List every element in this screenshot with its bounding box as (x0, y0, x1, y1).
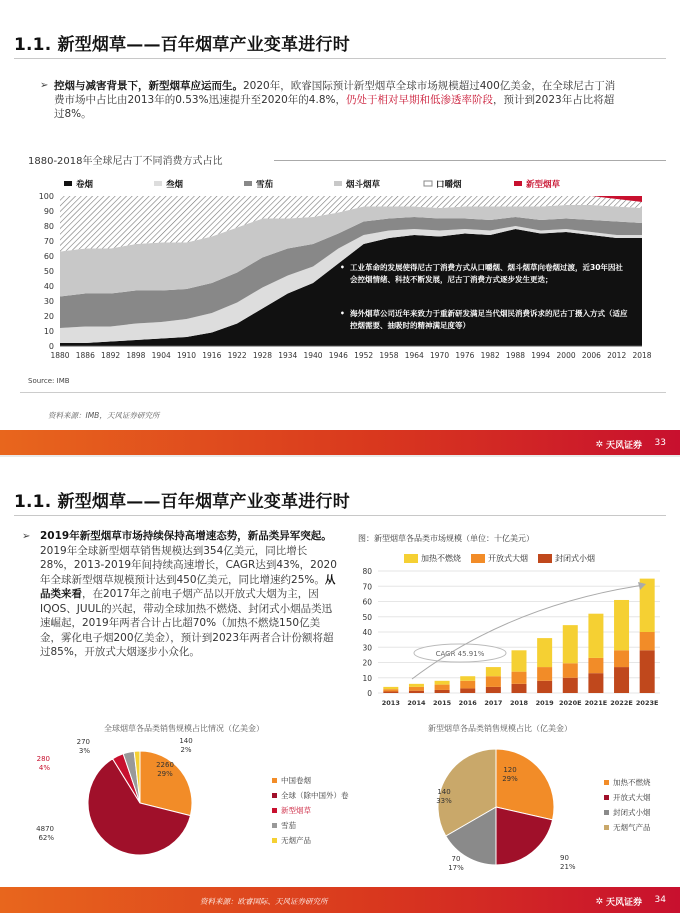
pie2-title: 新型烟草各品类销售规模占比（亿美金） (428, 724, 572, 733)
bullet-arrow-icon: ➢ (40, 80, 49, 91)
pie-value-label: 280 (36, 755, 50, 763)
bar-2-2020E (563, 625, 578, 663)
x-tick-label: 2018 (632, 351, 652, 360)
footer-bar (0, 430, 680, 456)
para-bold-2: 从品类来看 (40, 573, 336, 600)
page-number: 33 (654, 438, 666, 448)
y-tick-label: 40 (43, 282, 54, 291)
legend-swatch-0 (64, 181, 72, 186)
annotation-1 (340, 262, 630, 286)
pie-value-label: 90 (560, 854, 569, 862)
bar-1-2017 (486, 676, 501, 687)
legend-label-3: 烟斗烟草 (346, 180, 381, 190)
annotation-1-text: 工业革命的发展使得尼古丁消费方式从口嚼烟、烟斗烟草向卷烟过渡，近30年因社会控烟情绪、科技不断发展，尼古丁消费方式逐步发生更迭； (350, 263, 623, 284)
y-tick-label: 10 (362, 673, 372, 683)
x-tick-label: 2015 (433, 699, 452, 707)
footer-bar (0, 887, 680, 913)
legend-item-closed: 封闭式小烟 (538, 553, 595, 564)
x-tick-label: 2020E (559, 699, 582, 707)
pie-pct-label: 4% (38, 764, 50, 772)
y-tick-label: 0 (48, 342, 54, 351)
pie-pct-label: 29% (502, 775, 518, 783)
pie-value-label: 270 (76, 738, 90, 746)
chart-source: Source: IMB (28, 377, 70, 385)
x-tick-label: 2014 (407, 699, 426, 707)
pie2-legend (604, 775, 651, 835)
source-note: 资料来源：IMB，天风证券研究所 (48, 411, 160, 420)
legend-swatch (538, 554, 552, 563)
bar-0-2013 (383, 691, 398, 693)
x-tick-label: 1916 (202, 351, 222, 360)
legend-swatch (404, 554, 418, 563)
pie-pct-label: 21% (560, 863, 576, 871)
x-tick-label: 1976 (455, 351, 475, 360)
bar-2-2016 (460, 676, 475, 681)
y-tick-label: 40 (362, 628, 372, 637)
y-tick-label: 20 (362, 658, 372, 668)
pie1-legend-item: 雪茄 (272, 818, 349, 833)
pie2-legend-item: 无烟气产品 (604, 820, 651, 835)
x-tick-label: 2021E (584, 699, 608, 707)
bar-1-2018 (512, 672, 527, 684)
legend-swatch-5 (514, 181, 522, 186)
bar-1-2023E (640, 632, 655, 650)
bar-2-2014 (409, 684, 424, 687)
pie-pct-label: 3% (78, 747, 90, 755)
bar-1-2013 (383, 689, 398, 691)
bar-2-2018 (512, 650, 527, 671)
x-tick-label: 2000 (556, 351, 576, 360)
intro-red: 仍处于相对早期和低渗透率阶段 (345, 94, 493, 106)
y-tick-label: 0 (367, 689, 372, 698)
x-tick-label: 2022E (610, 699, 633, 707)
new-tobacco-pie (390, 737, 610, 877)
x-tick-label: 2013 (381, 699, 400, 707)
x-tick-label: 1940 (303, 351, 323, 360)
global-tobacco-pie (30, 737, 280, 867)
x-tick-label: 1904 (151, 351, 171, 360)
legend-swatch-4 (424, 181, 432, 186)
brand-logo: ✲ 天风证券 (595, 896, 642, 908)
x-tick-label: 2012 (607, 351, 627, 360)
x-tick-label: 1964 (404, 351, 424, 360)
x-tick-label: 1994 (531, 351, 551, 360)
bar-1-2019 (537, 667, 552, 681)
x-tick-label: 1934 (278, 351, 298, 360)
x-tick-label: 2017 (484, 699, 503, 707)
legend-label-2: 雪茄 (256, 180, 274, 190)
logo-icon: ✲ (595, 896, 603, 907)
bar-0-2015 (435, 690, 450, 693)
pie-value-label: 70 (451, 855, 461, 863)
market-bar-chart (350, 565, 670, 715)
y-tick-label: 60 (362, 597, 372, 607)
legend-label-1: 叁烟 (166, 180, 184, 190)
bar-2-2019 (537, 638, 552, 667)
x-tick-label: 2019 (535, 699, 554, 707)
bar-1-2015 (435, 685, 450, 690)
pie1-legend-item: 全球（除中国外）卷 (272, 788, 349, 803)
annotation-bullet-icon: • (340, 263, 345, 272)
bar-0-2019 (537, 681, 552, 693)
bar-2-2015 (435, 681, 450, 685)
x-tick-label: 1982 (480, 351, 500, 360)
legend-item-heat: 加热不燃烧 (404, 553, 461, 564)
y-tick-label: 60 (43, 252, 54, 261)
bar-chart-title: 图：新型烟草各品类市场规模（单位：十亿美元） (358, 534, 534, 543)
legend-label-5: 新型烟草 (526, 180, 561, 190)
x-tick-label: 2006 (581, 351, 601, 360)
bar-2-2013 (383, 687, 398, 689)
bar-0-2018 (512, 684, 527, 693)
pie-value-label: 4870 (36, 825, 54, 833)
bar-0-2022E (614, 667, 629, 693)
bar-0-2014 (409, 691, 424, 693)
source-note: 资料来源：欧睿国际、天风证券研究所 (200, 897, 328, 906)
bar-0-2020E (563, 678, 578, 693)
legend-swatch-1 (154, 181, 162, 186)
bar-2-2022E (614, 600, 629, 650)
bar-legend (404, 553, 595, 564)
bar-0-2021E (588, 673, 603, 693)
bar-1-2022E (614, 650, 629, 667)
source-rule (20, 392, 666, 393)
slide-34 (0, 457, 680, 914)
pie-pct-label: 2% (180, 746, 192, 754)
y-tick-label: 50 (43, 267, 54, 276)
para-text-1: 2019年全球新型烟草销售规模达到354亿美元，同比增长28%，2013-2019年间持续高速增长，CAGR达到43%，2020年全球新型烟草规模预计达到450亿美元，同比增速约25%。 (40, 544, 337, 586)
bar-1-2016 (460, 681, 475, 689)
y-tick-label: 70 (362, 582, 372, 592)
y-tick-label: 80 (43, 222, 54, 231)
area-chart-title: 1880-2018年全球尼古丁不同消费方式占比 (28, 156, 223, 167)
para-bold-1: 2019年新型烟草市场持续保持高增速态势，新品类异军突起。 (40, 530, 332, 542)
x-tick-label: 1922 (227, 351, 247, 360)
intro-bold: 控烟与减害背景下，新型烟草应运而生。 (54, 80, 243, 92)
legend-item-open: 开放式大烟 (471, 553, 528, 564)
intro-text-2: ，预计到2023年占比将超过8%。 (54, 94, 615, 120)
x-tick-label: 1952 (354, 351, 374, 360)
x-tick-label: 1958 (379, 351, 399, 360)
slide-title: 1.1. 新型烟草——百年烟草产业变革进行时 (14, 35, 350, 55)
pie-value-label: 140 (179, 737, 193, 745)
legend-label-0: 卷烟 (76, 180, 94, 190)
y-tick-label: 10 (43, 327, 54, 336)
pie2-legend-item: 开放式大烟 (604, 790, 651, 805)
bar-0-2017 (486, 687, 501, 693)
pie1-legend-item: 无烟产品 (272, 833, 349, 848)
pie-pct-label: 33% (436, 797, 452, 805)
bar-1-2021E (588, 658, 603, 673)
bar-0-2016 (460, 688, 475, 693)
bullet-arrow-icon: ➢ (22, 531, 31, 542)
pie-value-label: 2260 (156, 761, 174, 769)
x-tick-label: 1928 (252, 351, 272, 360)
title-divider (14, 515, 666, 516)
x-tick-label: 1886 (75, 351, 95, 360)
logo-icon: ✲ (595, 439, 603, 450)
annotation-bullet-icon: • (340, 309, 345, 318)
legend-swatch-3 (334, 181, 342, 186)
brand-logo: ✲ 天风证券 (595, 439, 642, 451)
y-tick-label: 50 (362, 612, 372, 622)
x-tick-label: 2016 (458, 699, 477, 707)
slide-title: 1.1. 新型烟草——百年烟草产业变革进行时 (14, 492, 350, 512)
bar-0-2023E (640, 650, 655, 693)
y-tick-label: 30 (43, 297, 54, 306)
bar-2-2021E (588, 614, 603, 658)
x-tick-label: 1880 (50, 351, 70, 360)
intro-paragraph (54, 79, 624, 121)
y-tick-label: 20 (43, 312, 54, 321)
title-divider (14, 58, 666, 59)
bar-1-2014 (409, 687, 424, 691)
chart-title-rule (274, 160, 666, 161)
pie1-title: 全球烟草各品类销售规模占比情况（亿美金） (104, 724, 264, 733)
pie-pct-label: 17% (448, 864, 464, 872)
annotation-2 (340, 308, 630, 332)
page-number: 34 (654, 895, 666, 905)
bar-2-2017 (486, 667, 501, 676)
x-tick-label: 1988 (505, 351, 526, 360)
y-tick-label: 100 (38, 192, 54, 201)
pie-pct-label: 29% (157, 770, 173, 778)
pie2-legend-item: 封闭式小烟 (604, 805, 651, 820)
pie2-legend-item: 加热不燃烧 (604, 775, 651, 790)
pie1-legend-item: 中国卷烟 (272, 773, 349, 788)
x-tick-label: 1970 (430, 351, 450, 360)
legend-label-4: 口嚼烟 (436, 180, 462, 190)
pie-value-label: 120 (503, 766, 517, 774)
x-tick-label: 2018 (509, 699, 529, 707)
y-tick-label: 80 (362, 567, 372, 576)
x-tick-label: 2023E (635, 699, 659, 707)
x-tick-label: 1946 (328, 351, 348, 360)
x-tick-label: 1910 (176, 351, 197, 360)
annotation-2-text: 海外烟草公司近年来致力于重新研发满足当代烟民消费诉求的尼古丁摄入方式（适应控烟需要、抽吸时的精神满足度等） (350, 309, 628, 330)
pie1-legend-item: 新型烟草 (272, 803, 349, 818)
y-tick-label: 30 (362, 643, 372, 653)
para-text-2: ，在2017年之前电子烟产品以开放式大烟为主，因IQOS、JUUL的兴起，带动全球加热不燃烧、封闭式小烟品类迅速崛起，2019年两者合计占比超70%（加热不燃烧150亿美金，雾化电子烟200亿美金），预计到2023年两者合计份额将超过85%，开放式大烟逐步小众化。 (40, 588, 334, 658)
pie-pct-label: 62% (38, 834, 54, 842)
y-tick-label: 90 (43, 207, 54, 216)
y-tick-label: 70 (43, 237, 54, 246)
bar-1-2020E (563, 663, 578, 677)
legend-swatch-2 (244, 181, 252, 186)
market-paragraph (40, 529, 340, 660)
x-tick-label: 1892 (101, 351, 121, 360)
pie-value-label: 140 (437, 788, 451, 796)
x-tick-label: 1898 (126, 351, 146, 360)
legend-swatch (471, 554, 485, 563)
cagr-label: CAGR 45.91% (435, 650, 485, 658)
pie1-legend (272, 773, 349, 848)
intro-text-1: 2020年，欧睿国际预计新型烟草全球市场规模超过400亿美金，在全球尼古丁消费市场中占比由2013年的0.53%迅速提升至2020年的4.8%， (54, 80, 616, 106)
